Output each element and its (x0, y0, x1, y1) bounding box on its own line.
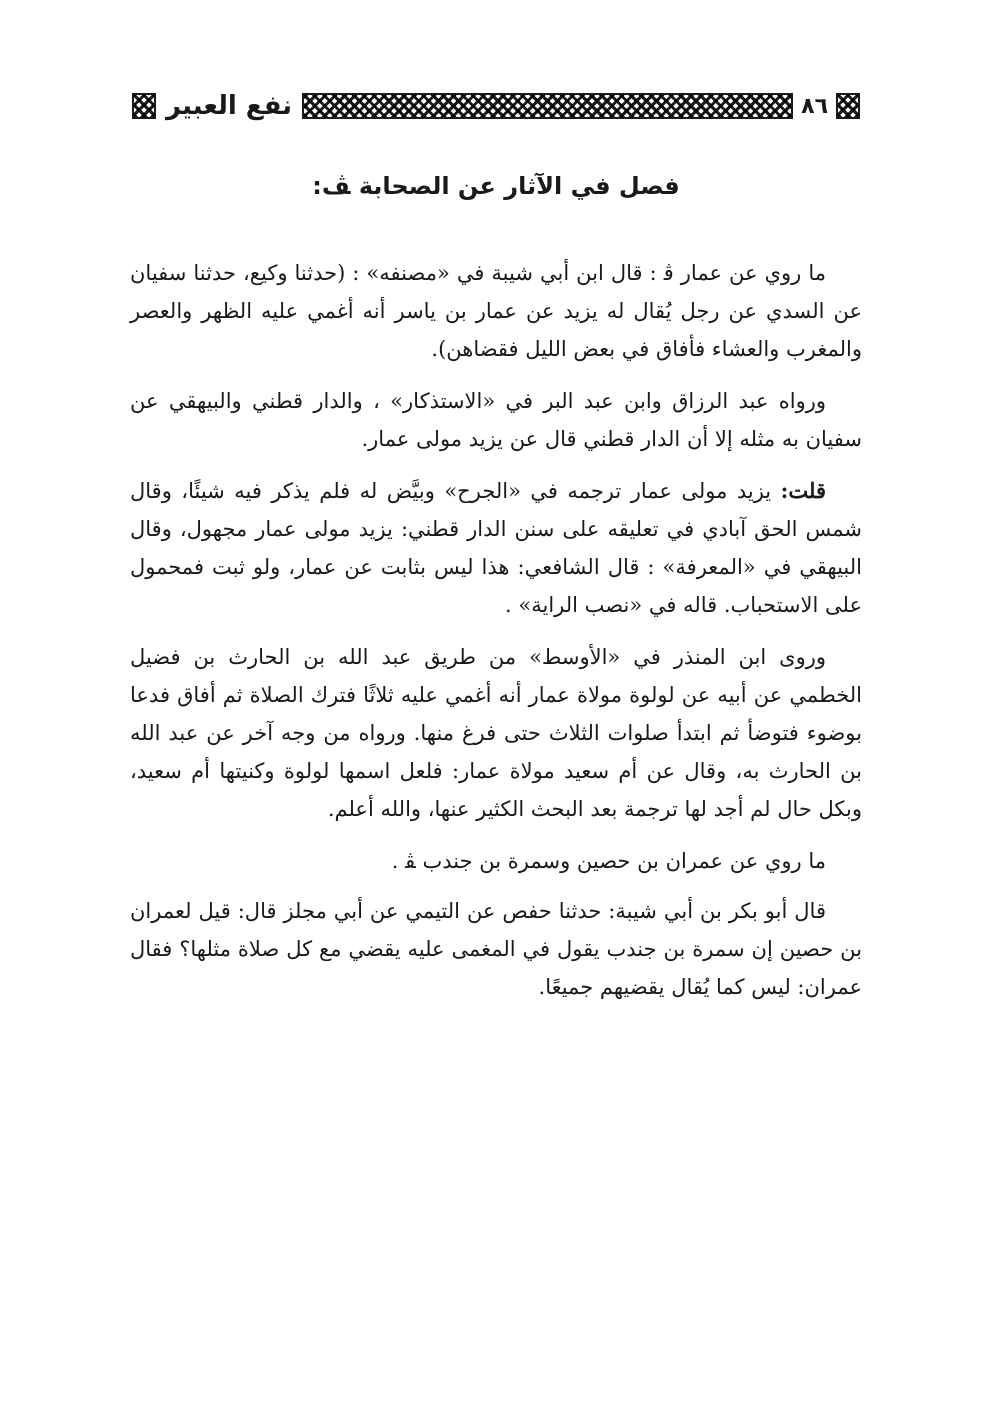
subheading-imran-samura: ما روي عن عمران بن حصين وسمرة بن جندب ﭭ . (391, 849, 826, 873)
paragraph-ammar: ما روي عن عمار ﭬ : قال ابن أبي شيبة في «مصنفه» : (حدثنا وكيع، حدثنا سفيان عن السدي عن رجل يُقال له يزيد عن عمار بن ياسر أنه أغمي عليه الظهر والعصر والمغرب والعشاء فأفاق في بعض الليل فقضاهن). (130, 261, 862, 361)
page-body (130, 166, 862, 1020)
page-header (132, 86, 860, 126)
paragraph-narrations: ورواه عبد الرزاق وابن عبد البر في «الاستذكار» ، والدار قطني والبيهقي عن سفيان به مثله إلا أن الدار قطني قال عن يزيد مولى عمار. (130, 389, 862, 451)
paragraph-ibn-almundhir: وروى ابن المنذر في «الأوسط» من طريق عبد الله بن الحارث بن فضيل الخطمي عن أبيه عن لولوة مولاة عمار أنه أغمي عليه ثلاثًا فترك الصلاة ثم أفاق فدعا بوضوء فتوضأ ثم ابتدأ صلوات الثلاث حتى فرغ منها. ورواه من وجه آخر عن عبد الله بن الحارث به، وقال عن أم سعيد مولاة عمار: فلعل اسمها لولوة وكنيتها أم سعيد، وبكل حال لم أجد لها ترجمة بعد البحث الكثير عنها، والله أعلم. (130, 645, 862, 821)
page-number: ٨٦ (801, 93, 828, 119)
comment-text: يزيد مولى عمار ترجمه في «الجرح» وبيَّض له فلم يذكر فيه شيئًا، وقال شمس الحق آبادي في تعليقه على سنن الدار قطني: يزيد مولى عمار مجهول، وقال البيهقي في «المعرفة» : قال الشافعي: هذا ليس بثابت عن عمار، ولو ثبت فمحمول على الاستحباب. قاله في «نصب الراية» . (130, 479, 862, 617)
paragraph-comment (130, 472, 862, 624)
header-ornament-right (836, 93, 860, 119)
paragraph-ibn-abi-shaybah: قال أبو بكر بن أبي شيبة: حدثنا حفص عن التيمي عن أبي مجلز قال: قيل لعمران بن حصين إن سمرة بن جندب يقول في المغمى عليه يقضي مع كل صلاة مثلها؟ فقال عمران: ليس كما يُقال يقضيهم جميعًا. (130, 899, 862, 999)
header-ornament-band (302, 93, 793, 119)
comment-lead: قلت: (780, 478, 826, 503)
header-ornament-left (132, 93, 156, 119)
section-title: فصل في الآثار عن الصحابة ﭫ: (312, 172, 680, 200)
book-title: نفع العبير (166, 91, 293, 121)
